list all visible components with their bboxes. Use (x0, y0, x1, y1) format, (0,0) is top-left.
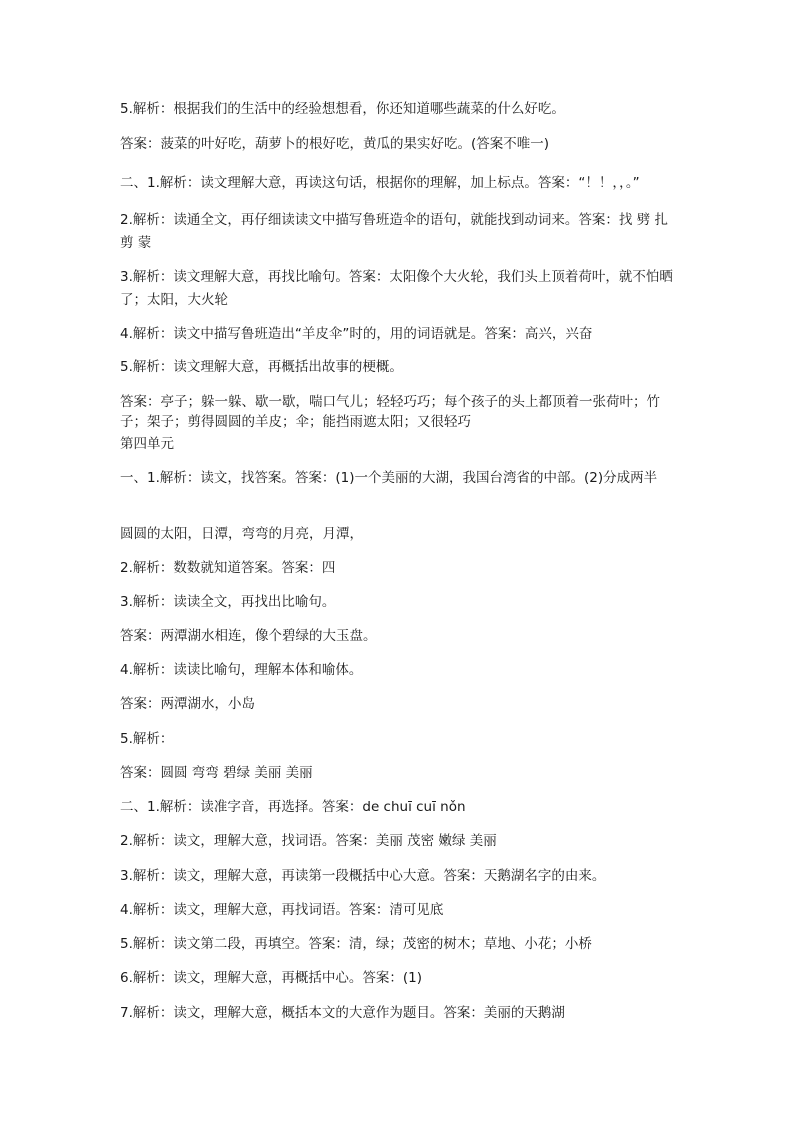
paragraph-6: 4.解析：读文中描写鲁班造出“羊皮伞”时的，用的词语就是。答案：高兴，兴奋 (120, 326, 593, 342)
section-heading: 第四单元 (120, 436, 174, 452)
paragraph-9: 一、1.解析：读文，找答案。答案：(1)一个美丽的大湖，我国台湾省的中部。(2)分成两半 (120, 470, 658, 486)
paragraph-22: 5.解析：读文第二段，再填空。答案：清，绿；茂密的树木；草地、小花；小桥 (120, 936, 592, 952)
paragraph-7: 5.解析：读文理解大意，再概括出故事的梗概。 (120, 359, 403, 375)
paragraph-3: 二、1.解析：读文理解大意，再读这句话，根据你的理解，加上标点。答案：“！！，，。” (120, 175, 640, 191)
paragraph-5: 3.解析：读文理解大意，再找比喻句。答案：太阳像个大火轮，我们头上顶着荷叶，就不怕晒了；太阳，大火轮 (120, 269, 673, 308)
paragraph-19: 2.解析：读文，理解大意，找词语。答案：美丽 茂密 嫩绿 美丽 (120, 833, 497, 849)
paragraph-10: 圆圆的太阳，日潭，弯弯的月亮，月潭， (120, 526, 363, 542)
paragraph-12: 3.解析：读读全文，再找出比喻句。 (120, 594, 336, 610)
paragraph-16: 5.解析： (120, 731, 174, 747)
paragraph-24: 7.解析：读文，理解大意，概括本文的大意作为题目。答案：美丽的天鹅湖 (120, 1005, 565, 1021)
paragraph-18: 二、1.解析：读准字音，再选择。答案：de chuī cuī nǒn (120, 799, 466, 815)
paragraph-4: 2.解析：读通全文，再仔细读读文中描写鲁班造伞的语句，就能找到动词来。答案：找 劈 扎 剪 蒙 (120, 212, 668, 251)
paragraph-2: 答案：菠菜的叶好吃，葫萝卜的根好吃，黄瓜的果实好吃。(答案不唯一) (120, 136, 550, 152)
paragraph-21: 4.解析：读文，理解大意，再找词语。答案：清可见底 (120, 902, 444, 918)
paragraph-11: 2.解析：数数就知道答案。答案：四 (120, 560, 336, 576)
paragraph-14: 4.解析：读读比喻句，理解本体和喻体。 (120, 662, 363, 678)
paragraph-20: 3.解析：读文，理解大意，再读第一段概括中心大意。答案：天鹅湖名字的由来。 (120, 868, 606, 884)
paragraph-8: 答案：亭子；躲一躲、歇一歇，喘口气儿；轻轻巧巧；每个孩子的头上都顶着一张荷叶；竹子；架子；剪得圆圆的羊皮；伞；能挡雨遮太阳；又很轻巧 (120, 394, 660, 430)
paragraph-23: 6.解析：读文，理解大意，再概括中心。答案：(1) (120, 970, 423, 986)
paragraph-15: 答案：两潭湖水，小岛 (120, 696, 255, 712)
paragraph-17: 答案：圆圆 弯弯 碧绿 美丽 美丽 (120, 765, 313, 781)
paragraph-1: 5.解析：根据我们的生活中的经验想想看，你还知道哪些蔬菜的什么好吃。 (120, 101, 565, 117)
paragraph-13: 答案：两潭湖水相连，像个碧绿的大玉盘。 (120, 628, 377, 644)
